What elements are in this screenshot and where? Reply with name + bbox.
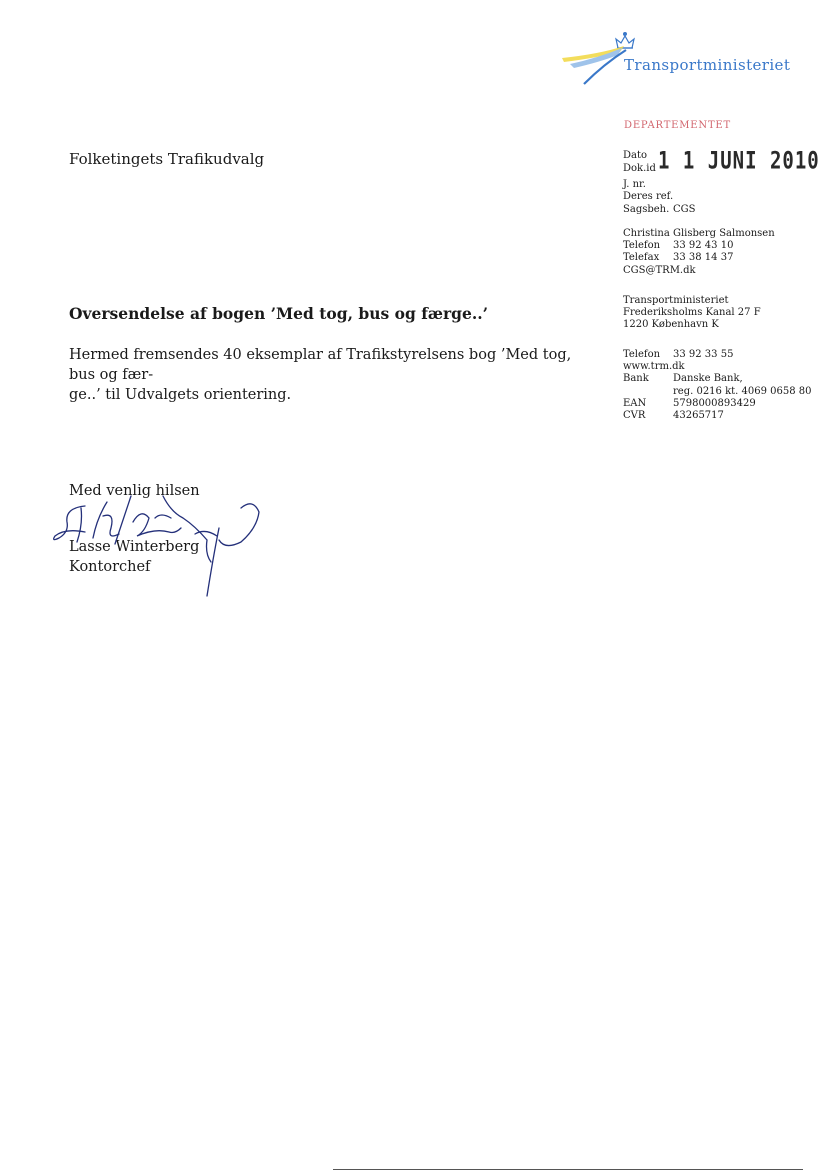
dokid-label: Dok.id [623,163,656,174]
jnr-label: J. nr. [623,179,646,190]
org-phone-row [623,349,812,361]
bottom-divider [333,1169,803,1170]
logo-text: Transportministeriet [624,56,791,74]
cvr-label: CVR [623,410,646,422]
org-city: 1220 København K [623,319,719,331]
org-telefon-label: Telefon [623,349,661,360]
body-line: ge..’ til Udvalgets orientering. [69,387,292,403]
body-line: Hermed fremsendes 40 eksemplar af Trafikstyrelsens bog ’Med tog, bus og fær- [69,347,572,383]
org-details-block [623,349,812,422]
bank-label: Bank [623,373,649,385]
recipient: Folketingets Trafikudvalg [69,150,265,168]
telefax-value: 33 38 14 37 [673,252,734,264]
contact-block [623,228,775,277]
deres-ref-label: Deres ref. [623,191,674,202]
bank-reg: reg. 0216 kt. 4069 0658 80 [673,385,812,397]
department-label: DEPARTEMENTET [624,120,732,131]
org-address-block [623,295,761,332]
contact-name: Christina Glisberg Salmonsen [623,228,775,239]
ean-label: EAN [623,397,647,409]
handwritten-signature [45,488,280,600]
org-telefon-value: 33 92 33 55 [673,349,734,360]
contact-fax-row [623,252,775,264]
sagsbeh-value: CGS [673,204,696,215]
bank-row [623,373,812,385]
letter-body [69,345,589,405]
dato-label: Dato [623,150,648,161]
cvr-row [623,410,812,422]
sagsbeh-row [623,204,696,216]
telefon-value: 33 92 43 10 [673,240,734,252]
bank-reg-row [623,386,812,398]
org-street: Frederiksholms Kanal 27 F [623,307,761,319]
letter-subject: Oversendelse af bogen ’Med tog, bus og færge..’ [69,304,489,323]
crown-icon [616,33,634,48]
closing: Med venlig hilsen [69,483,200,499]
dato-row [623,150,647,162]
telefax-label: Telefax [623,252,660,264]
sagsbeh-label: Sagsbeh. [623,204,670,215]
org-name: Transportministeriet [623,295,729,306]
ean-value: 5798000893429 [673,397,756,409]
sender-name: Lasse Winterberg [69,539,200,555]
contact-email[interactable]: CGS@TRM.dk [623,264,696,276]
contact-phone-row [623,240,775,252]
website-link[interactable]: www.trm.dk [623,361,685,373]
telefon-label: Telefon [623,240,661,252]
bank-value: Danske Bank, [673,373,743,385]
cvr-value: 43265717 [673,410,724,422]
ean-row [623,398,812,410]
date-stamp: 1 1 JUNI 2010 [658,147,820,175]
sender-title: Kontorchef [69,559,151,575]
